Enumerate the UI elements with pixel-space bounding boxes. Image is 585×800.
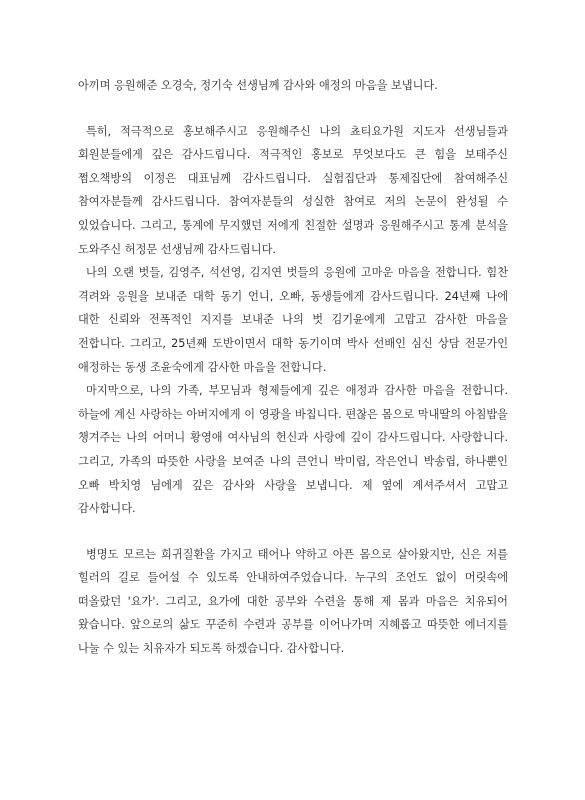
document-page [78,74,508,661]
paragraph-thanks-friends: 나의 오랜 벗들, 김영주, 석선영, 김지연 벗들의 응원에 고마운 마음을 전합니다. 힘찬 격려와 응원을 보내준 대학 동기 언니, 오빠, 동생들에게 감사드립니다. 24년째 나에 대한 신뢰와 전폭적인 지지를 보내준 나의 벗 김기윤에게 고맙고 감사한 마음을 전합니다. 그리고, 25년째 도반이면서 대학 동기이며 박사 선배인 심신 상담 전문가인 애정하는 동생 조윤숙에게 감사한 마음을 전합니다. [78,266,508,374]
paragraph-gap [78,521,508,543]
paragraph-closing: 병명도 모르는 희귀질환을 가지고 태어나 약하고 아픈 몸으로 살아왔지만, 신은 저를 힐러의 길로 들어설 수 있도록 안내하여주었습니다. 누구의 조언도 없이 머릿속에 떠올랐던 '요가'. 그리고, 요가에 대한 공부와 수련을 통해 제 몸과 마음은 치유되어 왔습니다. 앞으로의 삶도 꾸준히 수련과 공부를 이어나가며 지혜롭고 따뜻한 에너지를 나눌 수 있는 치유자가 되도록 하겠습니다. 감사합니다. [78,547,508,656]
paragraph-thanks-teachers: 아끼며 응원해준 오경숙, 정기숙 선생님께 감사와 애정의 마음을 보냅니다. [78,79,438,92]
paragraph-gap [78,98,508,120]
paragraph-thanks-family: 마지막으로, 나의 가족, 부모님과 형제들에게 깊은 애정과 감사한 마음을 전합니다. 하늘에 계신 사랑하는 아버지에게 이 영광을 바칩니다. 편찮은 몸으로 막내딸의 아침밥을 챙겨주는 나의 어머니 황영애 여사님의 헌신과 사랑에 깊이 감사드립니다. 사랑합니다. 그리고, 가족의 따뜻한 사랑을 보여준 나의 큰언니 박미립, 작은언니 박송립, 하나뿐인 오빠 박치영 님에게 깊은 감사와 사랑을 보냅니다. 제 옆에 계셔주셔서 고맙고 감사합니다. [78,384,508,516]
paragraph-thanks-yoga-center: 특히, 적극적으로 홍보해주시고 응원해주신 나의 쵸티요가원 지도자 선생님들과 회원분들에게 깊은 감사드립니다. 적극적인 홍보로 무엇보다도 큰 힘을 보태주신 쩜오책방의 이정은 대표님께 감사드립니다. 실험집단과 통제집단에 참여해주신 참여자분들께 감사드립니다. 참여자분들의 성실한 참여로 저의 논문이 완성될 수 있었습니다. 그리고, 통계에 무지했던 저에게 친절한 설명과 응원해주시고 통계 분석을 도와주신 허정문 선생님께 감사드립니다. [78,124,508,256]
